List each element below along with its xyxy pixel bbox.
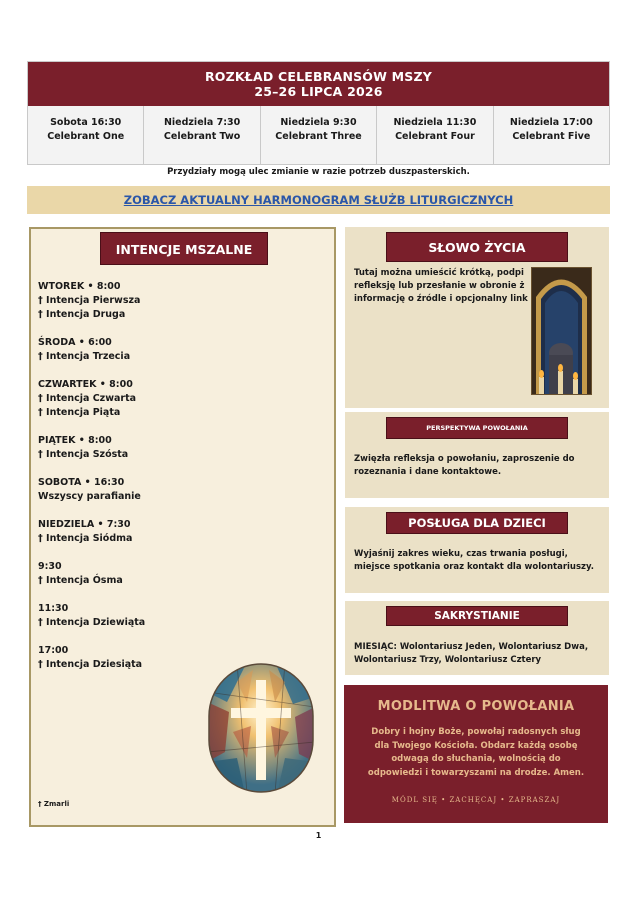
prayer-text: Dobry i hojny Boże, powołaj radosnych sług dla Twojego Kościoła. Obdarz każdą osobę odwagą do słuchania, wolnością do odpowiedzi i towarzyszami na drodze. Amen. (367, 727, 585, 778)
schedule-title-line: ROZKŁAD CELEBRANSÓW MSZY (204, 69, 433, 84)
intention-day-heading: 17:00 (38, 645, 69, 656)
intention-day (38, 280, 145, 322)
word-of-life-card (345, 227, 609, 408)
intention-item: † Intencja Dziewiąta (38, 617, 146, 628)
intention-item: † Intencja Druga (38, 309, 126, 320)
stained-glass-cross-image (207, 662, 315, 794)
church-candles-image (531, 267, 592, 395)
intentions-list (38, 280, 145, 686)
prayer-footer: MÓDL SIĘ • ZACHĘCAJ • ZAPRASZAJ (391, 796, 561, 804)
schedule-title (28, 62, 609, 106)
sacristans-card (345, 601, 609, 675)
intention-item: † Intencja Szósta (38, 449, 129, 460)
mass-intentions-title: INTENCJE MSZALNE (100, 232, 268, 265)
celebrant-name: Celebrant Two (163, 131, 241, 142)
word-of-life-text: Tutaj można umieścić krótką, podpi refleksję lub przesłanie w obronie ż informację o źródle i opcjonalny link (354, 268, 528, 304)
children-ministry-text: Wyjaśnij zakres wieku, czas trwania posługi, miejsce spotkania oraz kontakt dla wolontariuszy. (354, 549, 594, 572)
celebrant-cell (28, 106, 144, 164)
intention-item: † Intencja Piąta (38, 407, 121, 418)
vocation-card (345, 412, 609, 498)
celebrant-name: Celebrant Four (395, 131, 475, 142)
celebrant-time: Niedziela 9:30 (280, 117, 357, 128)
celebrant-row (28, 106, 609, 164)
intention-day-heading: PIĄTEK • 8:00 (38, 435, 112, 446)
sacristans-text: MIESIĄC: Wolontariusz Jeden, Wolontariusz Dwa, Wolontariusz Trzy, Wolontariusz Cztery (354, 642, 589, 665)
schedule-note: Przydziały mogą ulec zmianie w razie potrzeb duszpasterskich. (167, 167, 470, 177)
vocation-title: PERSPEKTYWA POWOŁANIA (386, 417, 568, 439)
mass-intentions-panel (29, 227, 336, 827)
page-number: 1 (315, 831, 322, 840)
celebrant-cell (377, 106, 493, 164)
intention-day (38, 476, 145, 504)
intention-item: † Intencja Pierwsza (38, 295, 141, 306)
celebrant-name: Celebrant Three (275, 131, 362, 142)
celebrant-name: Celebrant One (47, 131, 125, 142)
intention-item: † Intencja Trzecia (38, 351, 131, 362)
celebrant-name: Celebrant Five (512, 131, 591, 142)
intention-day (38, 378, 145, 420)
intention-day (38, 336, 145, 364)
children-ministry-title: POSŁUGA DLA DZIECI (386, 512, 568, 534)
intention-item: † Intencja Dziesiąta (38, 659, 143, 670)
celebrant-cell (261, 106, 377, 164)
intention-day-heading: 11:30 (38, 603, 69, 614)
intention-day (38, 518, 145, 546)
children-ministry-card (345, 507, 609, 593)
intention-day (38, 602, 145, 630)
intention-item: † Intencja Siódma (38, 533, 133, 544)
intention-item: † Intencja Czwarta (38, 393, 137, 404)
liturgical-schedule-link[interactable]: ZOBACZ AKTUALNY HARMONOGRAM SŁUŻB LITURGICZNYCH (123, 193, 514, 207)
intention-day (38, 560, 145, 588)
celebrant-time: Sobota 16:30 (50, 117, 122, 128)
celebrant-time: Niedziela 11:30 (393, 117, 477, 128)
celebrant-time: Niedziela 17:00 (509, 117, 593, 128)
intention-day-heading: CZWARTEK • 8:00 (38, 379, 133, 390)
celebrant-cell (144, 106, 260, 164)
intention-day (38, 434, 145, 462)
intention-day-heading: NIEDZIELA • 7:30 (38, 519, 131, 530)
schedule-banner (27, 186, 610, 214)
intention-day-heading: SOBOTA • 16:30 (38, 477, 125, 488)
intention-item: Wszyscy parafianie (38, 491, 141, 502)
sacristans-title: SAKRYSTIANIE (386, 606, 568, 626)
schedule-date: 25–26 LIPCA 2026 (254, 84, 383, 99)
word-of-life-title: SŁOWO ŻYCIA (386, 232, 568, 262)
celebrant-time: Niedziela 7:30 (163, 117, 241, 128)
intentions-footnote: † Zmarli (38, 800, 70, 808)
vocation-text: Zwięzła refleksja o powołaniu, zaproszenie do rozeznania i dane kontaktowe. (354, 454, 575, 477)
vocation-prayer-box (344, 685, 608, 823)
schedule-header (27, 61, 610, 165)
intention-day (38, 644, 145, 672)
intention-item: † Intencja Ósma (38, 575, 123, 586)
celebrant-cell (494, 106, 609, 164)
intention-day-heading: WTOREK • 8:00 (38, 281, 121, 292)
prayer-title: MODLITWA O POWOŁANIA (377, 699, 575, 714)
intention-day-heading: ŚRODA • 6:00 (38, 337, 112, 348)
intention-day-heading: 9:30 (38, 561, 62, 572)
